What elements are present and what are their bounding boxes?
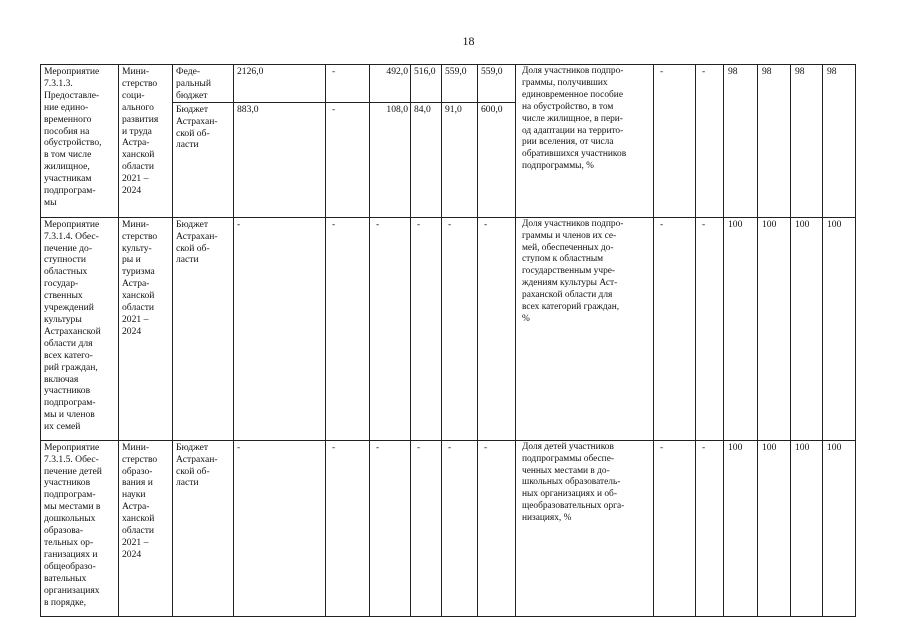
page-number: 18 <box>462 34 475 48</box>
indicator-target-2021: 100 <box>724 440 758 616</box>
funding-year-value: 516,0 <box>411 65 442 103</box>
funding-source: Бюджет Астрахан- ской об- ласти <box>173 440 234 616</box>
funding-total: 2126,0 <box>234 65 326 103</box>
indicator-text: Доля участников подпро- граммы, получивших единовременное пособие на обустройство, в том числе жилищное, в пери- од адаптации на террито- рии вселения, от числа обратившихся участников подпрограммы, % <box>516 65 654 218</box>
funding-year-value: 108,0 <box>370 102 411 217</box>
program-table <box>40 64 856 617</box>
funding-year-value: - <box>478 440 516 616</box>
measure-name: Мероприятие 7.3.1.3. Предоставле- ние едино- временного пособия на обустройство, в том числе жилищное, участникам подпрограм- мы <box>41 65 119 218</box>
responsible-executor: Мини- стерство культу- ры и туризма Астра- ханской области 2021 – 2024 <box>119 217 173 440</box>
indicator-base-value: - <box>696 65 724 218</box>
indicator-base-value: - <box>654 440 696 616</box>
funding-total: 883,0 <box>234 102 326 217</box>
funding-year-value: - <box>370 440 411 616</box>
indicator-base-value: - <box>696 217 724 440</box>
indicator-target-2022: 98 <box>758 65 791 218</box>
funding-year-value: 600,0 <box>478 102 516 217</box>
funding-total: - <box>234 217 326 440</box>
funding-year-value: 492,0 <box>370 65 411 103</box>
measure-name: Мероприятие 7.3.1.5. Обес- печение детей участников подпрограм- мы местами в дошкольных образова- тельных ор- ганизациях и общеобразо- вательных организациях в порядке, <box>41 440 119 616</box>
indicator-target-2023: 100 <box>791 440 823 616</box>
funding-year-value: 91,0 <box>442 102 478 217</box>
funding-year-value: - <box>326 65 370 103</box>
indicator-text: Доля детей участников подпрограммы обеспе- ченных местами в до- школьных образователь- ных организациях и об- щеобразовательных орга- низациях, % <box>516 440 654 616</box>
indicator-target-2024: 98 <box>823 65 856 218</box>
indicator-base-value: - <box>654 65 696 218</box>
measure-name: Мероприятие 7.3.1.4. Обес- печение до- ступности областных государ- ственных учреждений культуры Астраханской области для всех катего- рий граждан, включая участников подпрограм- мы и членов их семей <box>41 217 119 440</box>
indicator-target-2023: 100 <box>791 217 823 440</box>
funding-year-value: - <box>411 440 442 616</box>
indicator-target-2022: 100 <box>758 217 791 440</box>
indicator-base-value: - <box>696 440 724 616</box>
funding-year-value: - <box>478 217 516 440</box>
table-row <box>41 217 856 440</box>
indicator-target-2023: 98 <box>791 65 823 218</box>
funding-year-value: - <box>411 217 442 440</box>
responsible-executor: Мини- стерство образо- вания и науки Астра- ханской области 2021 – 2024 <box>119 440 173 616</box>
funding-year-value: - <box>326 440 370 616</box>
funding-year-value: 559,0 <box>478 65 516 103</box>
funding-total: - <box>234 440 326 616</box>
funding-year-value: - <box>326 102 370 217</box>
funding-source: Бюджет Астрахан- ской об- ласти <box>173 102 234 217</box>
indicator-target-2024: 100 <box>823 440 856 616</box>
funding-year-value: 84,0 <box>411 102 442 217</box>
funding-year-value: - <box>326 217 370 440</box>
indicator-target-2021: 98 <box>724 65 758 218</box>
funding-year-value: - <box>442 217 478 440</box>
responsible-executor: Мини- стерство соци- ального развития и труда Астра- ханской области 2021 – 2024 <box>119 65 173 218</box>
indicator-base-value: - <box>654 217 696 440</box>
indicator-target-2022: 100 <box>758 440 791 616</box>
funding-source: Феде- ральный бюджет <box>173 65 234 103</box>
indicator-text: Доля участников подпро- граммы и членов их се- мей, обеспеченных до- ступом к областным государственным учре- ждениям культуры Аст- раханской области для всех категорий граждан, % <box>516 217 654 440</box>
indicator-target-2021: 100 <box>724 217 758 440</box>
indicator-target-2024: 100 <box>823 217 856 440</box>
funding-year-value: - <box>442 440 478 616</box>
funding-source: Бюджет Астрахан- ской об- ласти <box>173 217 234 440</box>
table-row <box>41 440 856 616</box>
funding-year-value: 559,0 <box>442 65 478 103</box>
table-row <box>41 65 856 103</box>
funding-year-value: - <box>370 217 411 440</box>
